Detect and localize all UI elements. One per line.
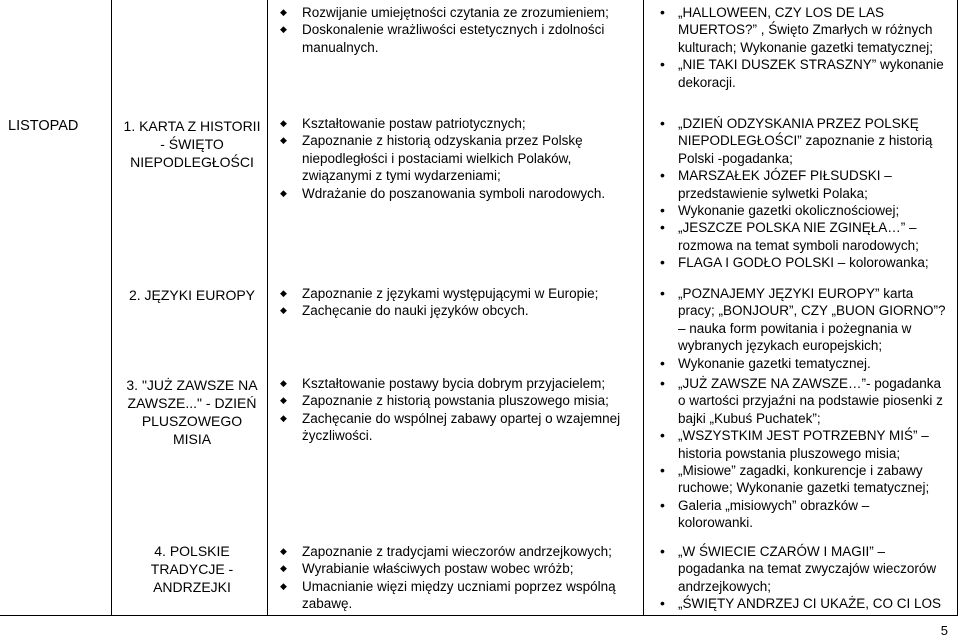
activities-row-3 [648,375,948,532]
topic-row-4: 4. POLSKIE TRADYCJE - ANDRZEJKI [150,543,234,595]
topic-row-3: 3. "JUŻ ZAWSZE NA ZAWSZE..." - DZIEŃ PLUSZOWEGO MISIA [126,377,258,447]
list-item: ◆ Zachęcanie do wspólnej zabawy opartej o wzajemnej życzliwości. [272,410,632,445]
list-item: • „HALLOWEEN, CZY LOS DE LAS MUERTOS?” , Święto Zmarłych w różnych kulturach; Wykonanie gazetki tematycznej; [648,4,948,56]
list-item: • „DZIEŃ ODZYSKANIA PRZEZ POLSKĘ NIEPODLEGŁOŚCI” zapoznanie z historią Polski -pogadanka; [648,115,948,167]
list-item: • MARSZAŁEK JÓZEF PIŁSUDSKI – przedstawienie sylwetki Polaka; [648,167,948,202]
goals-row-4 [272,543,632,613]
goals-row-3 [272,375,632,445]
list-item: ◆ Zapoznanie z tradycjami wieczorów andrzejkowych; [272,543,632,560]
month-label: LISTOPAD [8,118,79,134]
activities-row-2 [648,285,948,372]
goals-row-0 [272,4,632,56]
table-bottom-border [0,615,958,616]
list-item: ◆ Wdrażanie do poszanowania symboli narodowych. [272,185,632,202]
column-divider [957,0,958,616]
list-item: ◆ Zapoznanie z językami występującymi w Europie; [272,285,632,302]
list-item: • „WSZYSTKIM JEST POTRZEBNY MIŚ” – historia powstania pluszowego misia; [648,427,948,462]
list-item: ◆ Zapoznanie z historią powstania pluszowego misia; [272,392,632,409]
column-divider [643,0,644,616]
list-item: • „ŚWIĘTY ANDRZEJ CI UKAŻE, CO CI LOS [648,595,948,612]
list-item: • Galeria „misiowych” obrazków – kolorowanki. [648,497,948,532]
column-divider [111,0,112,616]
list-item: ◆ Zapoznanie z historią odzyskania przez Polskę niepodległości i postaciami wielkich Polaków, związanymi z tymi wydarzeniami; [272,132,632,184]
column-divider [267,0,268,616]
list-item: ◆ Kształtowanie postawy bycia dobrym przyjacielem; [272,375,632,392]
list-item: ◆ Doskonalenie wrażliwości estetycznych i zdolności manualnych. [272,21,632,56]
page-number: 5 [940,623,948,638]
list-item: • „NIE TAKI DUSZEK STRASZNY” wykonanie dekoracji. [648,56,948,91]
list-item: • „JUŻ ZAWSZE NA ZAWSZE…”- pogadanka o wartości przyjaźni na podstawie piosenki z bajki „Kubuś Puchatek”; [648,375,948,427]
goals-row-1 [272,115,632,202]
list-item: ◆ Zachęcanie do nauki języków obcych. [272,302,632,319]
list-item: • „Misiowe” zagadki, konkurencje i zabawy ruchowe; Wykonanie gazetki tematycznej; [648,462,948,497]
list-item: ◆ Kształtowanie postaw patriotycznych; [272,115,632,132]
topic-row-2: 2. JĘZYKI EUROPY [128,287,256,303]
activities-row-4 [648,543,948,613]
goals-row-2 [272,285,632,320]
list-item: • Wykonanie gazetki tematycznej. [648,355,948,372]
list-item: • Wykonanie gazetki okolicznościowej; [648,202,948,219]
activities-row-1 [648,115,948,272]
list-item: • „POZNAJEMY JĘZYKI EUROPY” karta pracy; „BONJOUR”, CZY „BUON GIORNO”? – nauka form powitania i pożegnania w wybranych językach europejskich; [648,285,948,355]
list-item: • FLAGA I GODŁO POLSKI – kolorowanka; [648,254,948,271]
activities-row-0 [648,4,948,91]
list-item: ◆ Wyrabianie właściwych postaw wobec wróżb; [272,560,632,577]
topic-row-1: 1. KARTA Z HISTORII - ŚWIĘTO NIEPODLEGŁOŚCI [123,118,261,170]
list-item: ◆ Umacnianie więzi między uczniami poprzez wspólną zabawę. [272,578,632,613]
list-item: • „JESZCZE POLSKA NIE ZGINĘŁA…” – rozmowa na temat symboli narodowych; [648,219,948,254]
list-item: ◆ Rozwijanie umiejętności czytania ze zrozumieniem; [272,4,632,21]
list-item: • „W ŚWIECIE CZARÓW I MAGII” – pogadanka na temat zwyczajów wieczorów andrzejkowych; [648,543,948,595]
